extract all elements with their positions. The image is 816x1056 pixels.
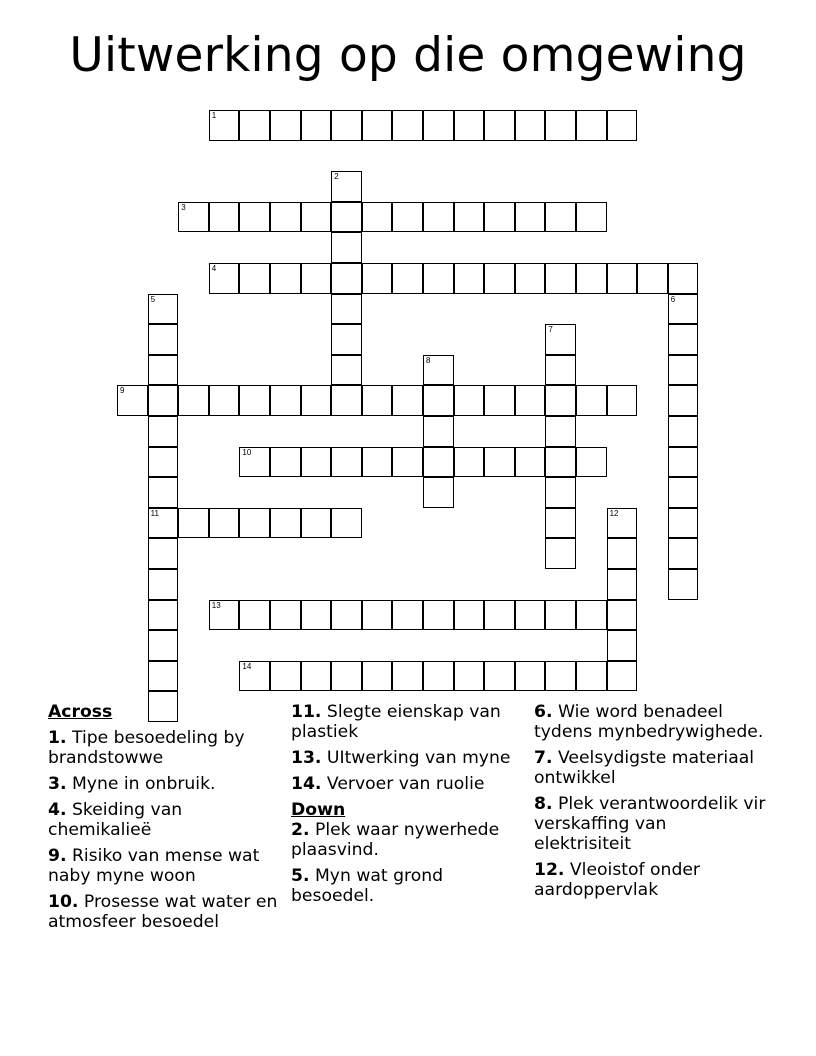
grid-cell[interactable] <box>545 447 576 478</box>
grid-cell[interactable] <box>178 508 209 539</box>
grid-cell[interactable] <box>362 600 393 631</box>
grid-cell[interactable] <box>545 263 576 294</box>
clue-text: Plek waar nywerhede plaasvind. <box>291 820 500 860</box>
cell-number: 9 <box>120 386 125 396</box>
grid-cell[interactable] <box>148 477 179 508</box>
grid-cell[interactable] <box>515 110 546 141</box>
grid-cell[interactable] <box>148 294 179 325</box>
clue-number: 14. <box>291 774 322 794</box>
grid-cell[interactable] <box>362 385 393 416</box>
clues-column-2 <box>291 702 523 912</box>
grid-cell[interactable] <box>545 661 576 692</box>
clue-number: 10. <box>48 892 79 912</box>
grid-cell[interactable] <box>515 385 546 416</box>
clue-across-13 <box>291 748 523 768</box>
grid-cell[interactable] <box>668 385 699 416</box>
grid-cell[interactable] <box>423 447 454 478</box>
clues-column-3 <box>534 702 766 906</box>
grid-cell[interactable] <box>423 202 454 233</box>
grid-cell[interactable] <box>148 661 179 692</box>
grid-cell[interactable] <box>423 661 454 692</box>
clue-across-9 <box>48 846 280 886</box>
grid-cell[interactable] <box>392 110 423 141</box>
grid-cell[interactable] <box>392 447 423 478</box>
grid-cell[interactable] <box>545 477 576 508</box>
grid-cell[interactable] <box>668 569 699 600</box>
grid-cell[interactable] <box>239 202 270 233</box>
grid-cell[interactable] <box>239 110 270 141</box>
grid-cell[interactable] <box>668 416 699 447</box>
grid-cell[interactable] <box>148 600 179 631</box>
clue-across-14 <box>291 774 523 794</box>
grid-cell[interactable] <box>576 385 607 416</box>
clue-down-8 <box>534 794 766 854</box>
clue-text: Skeiding van chemikalieë <box>48 800 183 840</box>
grid-cell[interactable] <box>239 385 270 416</box>
grid-cell[interactable] <box>545 538 576 569</box>
clue-text: Myn wat grond besoedel. <box>291 866 444 906</box>
clue-text: Myne in onbruik. <box>71 774 216 794</box>
grid-cell[interactable] <box>209 600 240 631</box>
grid-cell[interactable] <box>515 263 546 294</box>
grid-cell[interactable] <box>637 263 668 294</box>
clue-text: Vleoistof onder aardoppervlak <box>534 860 701 900</box>
grid-cell[interactable] <box>270 110 301 141</box>
grid-cell[interactable] <box>515 447 546 478</box>
grid-cell[interactable] <box>148 385 179 416</box>
cell-number: 10 <box>242 447 252 457</box>
clue-number: 11. <box>291 702 322 722</box>
grid-cell[interactable] <box>148 508 179 539</box>
grid-cell[interactable] <box>484 385 515 416</box>
grid-cell[interactable] <box>392 600 423 631</box>
grid-cell[interactable] <box>392 263 423 294</box>
clue-text: Slegte eienskap van plastiek <box>291 702 501 742</box>
grid-cell[interactable] <box>545 385 576 416</box>
cell-number: 5 <box>150 294 156 304</box>
grid-cell[interactable] <box>239 508 270 539</box>
grid-cell[interactable] <box>270 508 301 539</box>
grid-cell[interactable] <box>484 600 515 631</box>
grid-cell[interactable] <box>454 263 485 294</box>
grid-cell[interactable] <box>454 447 485 478</box>
clues-section <box>48 702 768 962</box>
grid-cell[interactable] <box>423 110 454 141</box>
clue-number: 7. <box>534 748 553 768</box>
grid-cell[interactable] <box>117 385 148 416</box>
clue-text: Risiko van mense wat naby myne woon <box>48 846 260 886</box>
grid-cell[interactable] <box>148 569 179 600</box>
grid-cell[interactable] <box>362 263 393 294</box>
grid-cell[interactable] <box>239 263 270 294</box>
grid-cell[interactable] <box>392 202 423 233</box>
grid-cell[interactable] <box>148 630 179 661</box>
puzzle-title: Uitwerking op die omgewing <box>69 28 747 83</box>
grid-cell[interactable] <box>270 263 301 294</box>
grid-cell[interactable] <box>545 508 576 539</box>
cell-number: 13 <box>211 600 221 610</box>
grid-cell[interactable] <box>301 447 332 478</box>
grid-cell[interactable] <box>301 661 332 692</box>
grid-cell[interactable] <box>270 385 301 416</box>
grid-cell[interactable] <box>331 508 362 539</box>
across-header: Across <box>48 702 113 722</box>
grid-cell[interactable] <box>331 355 362 386</box>
grid-cell[interactable] <box>668 508 699 539</box>
cell-number: 4 <box>211 264 217 273</box>
grid-cell[interactable] <box>270 661 301 692</box>
clues-column-1 <box>48 702 280 938</box>
clue-across-3 <box>48 774 280 794</box>
grid-cell[interactable] <box>178 385 209 416</box>
clue-number: 1. <box>48 728 67 748</box>
grid-cell[interactable] <box>545 600 576 631</box>
grid-cell[interactable] <box>454 600 485 631</box>
grid-cell[interactable] <box>607 110 638 141</box>
grid-cell[interactable] <box>484 263 515 294</box>
grid-cell[interactable] <box>148 538 179 569</box>
cell-number: 12 <box>609 508 619 518</box>
grid-cell[interactable] <box>576 447 607 478</box>
grid-cell[interactable] <box>576 110 607 141</box>
grid-cell[interactable] <box>301 508 332 539</box>
grid-cell[interactable] <box>331 661 362 692</box>
clue-number: 9. <box>48 846 67 866</box>
grid-cell[interactable] <box>392 661 423 692</box>
grid-cell[interactable] <box>545 355 576 386</box>
grid-cell[interactable] <box>454 110 485 141</box>
clue-down-5 <box>291 866 523 906</box>
grid-cell[interactable] <box>423 263 454 294</box>
grid-cell[interactable] <box>331 232 362 263</box>
clue-text: Veelsydigste materiaal ontwikkel <box>534 748 755 788</box>
clue-down-7 <box>534 748 766 788</box>
grid-cell[interactable] <box>148 355 179 386</box>
grid-cell[interactable] <box>607 538 638 569</box>
grid-cell[interactable] <box>301 202 332 233</box>
grid-cell[interactable] <box>515 600 546 631</box>
clue-down-2 <box>291 820 523 860</box>
clue-number: 2. <box>291 820 310 840</box>
grid-cell[interactable] <box>331 110 362 141</box>
grid-cell[interactable] <box>362 202 393 233</box>
grid-cell[interactable] <box>270 600 301 631</box>
grid-cell[interactable] <box>423 477 454 508</box>
grid-cell[interactable] <box>301 385 332 416</box>
clue-number: 12. <box>534 860 565 880</box>
clue-number: 13. <box>291 748 322 768</box>
grid-cell[interactable] <box>239 661 270 692</box>
grid-cell[interactable] <box>331 600 362 631</box>
grid-cell[interactable] <box>423 385 454 416</box>
grid-cell[interactable] <box>423 416 454 447</box>
clue-number: 8. <box>534 794 553 814</box>
grid-cell[interactable] <box>484 661 515 692</box>
grid-cell[interactable] <box>239 447 270 478</box>
grid-cell[interactable] <box>148 324 179 355</box>
clue-text: Tipe besoedeling by brandstowwe <box>48 728 245 768</box>
grid-cell[interactable] <box>515 202 546 233</box>
grid-cell[interactable] <box>515 661 546 692</box>
grid-cell[interactable] <box>454 202 485 233</box>
grid-cell[interactable] <box>178 202 209 233</box>
clue-number: 3. <box>48 774 67 794</box>
grid-cell[interactable] <box>331 294 362 325</box>
grid-cell[interactable] <box>209 110 240 141</box>
clue-text: Plek verantwoordelik vir verskaffing van elektrisiteit <box>534 794 766 854</box>
clue-down-12 <box>534 860 766 900</box>
grid-cell[interactable] <box>209 508 240 539</box>
grid-cell[interactable] <box>454 385 485 416</box>
grid-cell[interactable] <box>331 202 362 233</box>
grid-cell[interactable] <box>301 110 332 141</box>
clue-down-6 <box>534 702 766 742</box>
clue-across-4 <box>48 800 280 840</box>
grid-cell[interactable] <box>607 263 638 294</box>
cell-number: 7 <box>548 325 553 335</box>
clue-number: 6. <box>534 702 553 722</box>
clue-across-11 <box>291 702 523 742</box>
grid-cell[interactable] <box>362 661 393 692</box>
grid-cell[interactable] <box>209 263 240 294</box>
grid-cell[interactable] <box>607 508 638 539</box>
grid-cell[interactable] <box>576 263 607 294</box>
cell-number: 14 <box>242 661 252 671</box>
cell-number: 6 <box>670 294 676 304</box>
clue-text: Vervoer van ruolie <box>326 774 485 794</box>
grid-cell[interactable] <box>239 600 270 631</box>
grid-cell[interactable] <box>668 447 699 478</box>
cell-number: 1 <box>211 111 217 120</box>
grid-cell[interactable] <box>545 202 576 233</box>
grid-cell[interactable] <box>545 416 576 447</box>
grid-cell[interactable] <box>331 385 362 416</box>
grid-cell[interactable] <box>331 324 362 355</box>
grid-cell[interactable] <box>576 202 607 233</box>
grid-cell[interactable] <box>484 447 515 478</box>
grid-cell[interactable] <box>607 661 638 692</box>
grid-cell[interactable] <box>331 263 362 294</box>
clue-text: Prosesse wat water en atmosfeer besoedel <box>48 892 278 932</box>
clue-text: UItwerking van myne <box>326 748 511 768</box>
cell-number: 8 <box>426 355 431 365</box>
grid-cell[interactable] <box>668 263 699 294</box>
grid-cell[interactable] <box>607 385 638 416</box>
grid-cell[interactable] <box>423 355 454 386</box>
cell-number: 2 <box>334 172 339 182</box>
grid-cell[interactable] <box>545 324 576 355</box>
grid-cell[interactable] <box>607 600 638 631</box>
grid-cell[interactable] <box>668 355 699 386</box>
grid-cell[interactable] <box>668 324 699 355</box>
grid-cell[interactable] <box>301 263 332 294</box>
grid-cell[interactable] <box>392 385 423 416</box>
grid-cell[interactable] <box>423 600 454 631</box>
grid-cell[interactable] <box>301 600 332 631</box>
grid-cell[interactable] <box>545 110 576 141</box>
grid-cell[interactable] <box>209 202 240 233</box>
down-header: Down <box>291 800 346 820</box>
grid-cell[interactable] <box>270 447 301 478</box>
grid-cell[interactable] <box>270 202 301 233</box>
cell-number: 3 <box>181 202 186 212</box>
grid-cell[interactable] <box>576 600 607 631</box>
clue-text: Wie word benadeel tydens mynbedrywighede. <box>534 702 764 742</box>
grid-cell[interactable] <box>209 385 240 416</box>
grid-cell[interactable] <box>668 538 699 569</box>
grid-cell[interactable] <box>148 416 179 447</box>
grid-cell[interactable] <box>454 661 485 692</box>
grid-cell[interactable] <box>668 294 699 325</box>
grid-cell[interactable] <box>668 477 699 508</box>
clue-across-10 <box>48 892 280 932</box>
clue-number: 5. <box>291 866 310 886</box>
grid-cell[interactable] <box>331 447 362 478</box>
grid-cell[interactable] <box>607 569 638 600</box>
grid-cell[interactable] <box>607 630 638 661</box>
clue-across-1 <box>48 728 280 768</box>
grid-cell[interactable] <box>362 110 393 141</box>
grid-cell[interactable] <box>148 447 179 478</box>
grid-cell[interactable] <box>362 447 393 478</box>
grid-cell[interactable] <box>331 171 362 202</box>
grid-cell[interactable] <box>484 202 515 233</box>
grid-cell[interactable] <box>484 110 515 141</box>
clue-number: 4. <box>48 800 67 820</box>
cell-number: 11 <box>150 508 159 518</box>
grid-cell[interactable] <box>576 661 607 692</box>
